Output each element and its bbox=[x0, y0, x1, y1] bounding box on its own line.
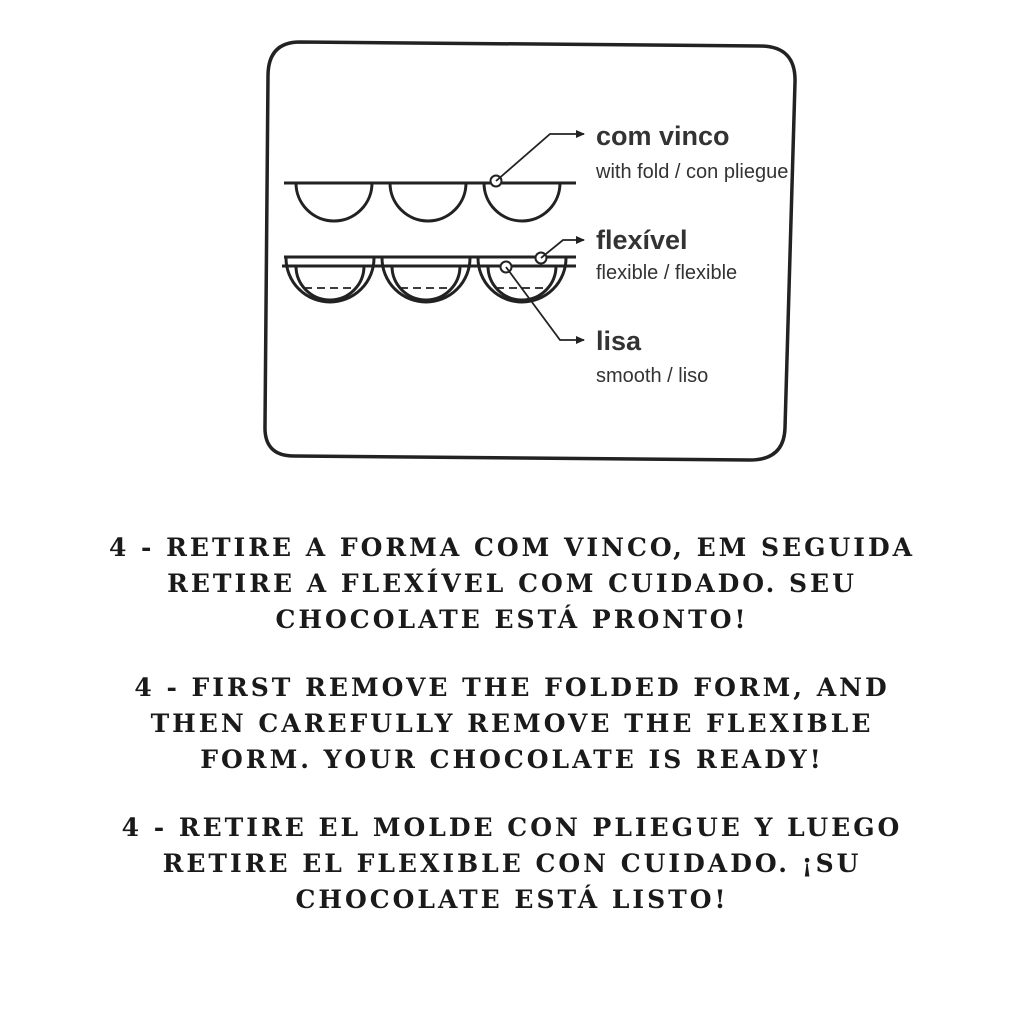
smooth-pointer-arrow bbox=[506, 267, 584, 340]
instruction-english: 4 - FIRST REMOVE THE FOLDED FORM, AND THEN CAREFULLY REMOVE THE FLEXIBLE FORM. YOUR CHOCOLATE IS READY! bbox=[134, 673, 890, 774]
instruction-portuguese: 4 - RETIRE A FORMA COM VINCO, EM SEGUIDA RETIRE A FLEXÍVEL COM CUIDADO. SEU CHOCOLATE ESTÁ PRONTO! bbox=[108, 533, 916, 634]
label-lisa: lisa bbox=[596, 326, 642, 356]
instruction-spanish: 4 - RETIRE EL MOLDE CON PLIEGUE Y LUEGO RETIRE EL FLEXIBLE CON CUIDADO. ¡SU CHOCOLATE ESTÁ LISTO! bbox=[121, 813, 903, 914]
mold-diagram bbox=[0, 0, 1024, 500]
stacked-molds-shape bbox=[282, 257, 576, 302]
label-smooth: smooth / liso bbox=[596, 365, 709, 387]
label-com-vinco: com vinco bbox=[596, 121, 730, 151]
fold-pointer-arrow bbox=[496, 134, 584, 181]
label-with-fold: with fold / con pliegue bbox=[596, 161, 789, 183]
folded-mold-shape bbox=[284, 183, 576, 221]
label-flexivel: flexível bbox=[596, 225, 688, 255]
diagram-frame bbox=[265, 42, 795, 460]
label-flexible: flexible / flexible bbox=[596, 262, 738, 284]
flexible-pointer-arrow bbox=[541, 240, 584, 258]
instructions-block bbox=[80, 530, 944, 950]
